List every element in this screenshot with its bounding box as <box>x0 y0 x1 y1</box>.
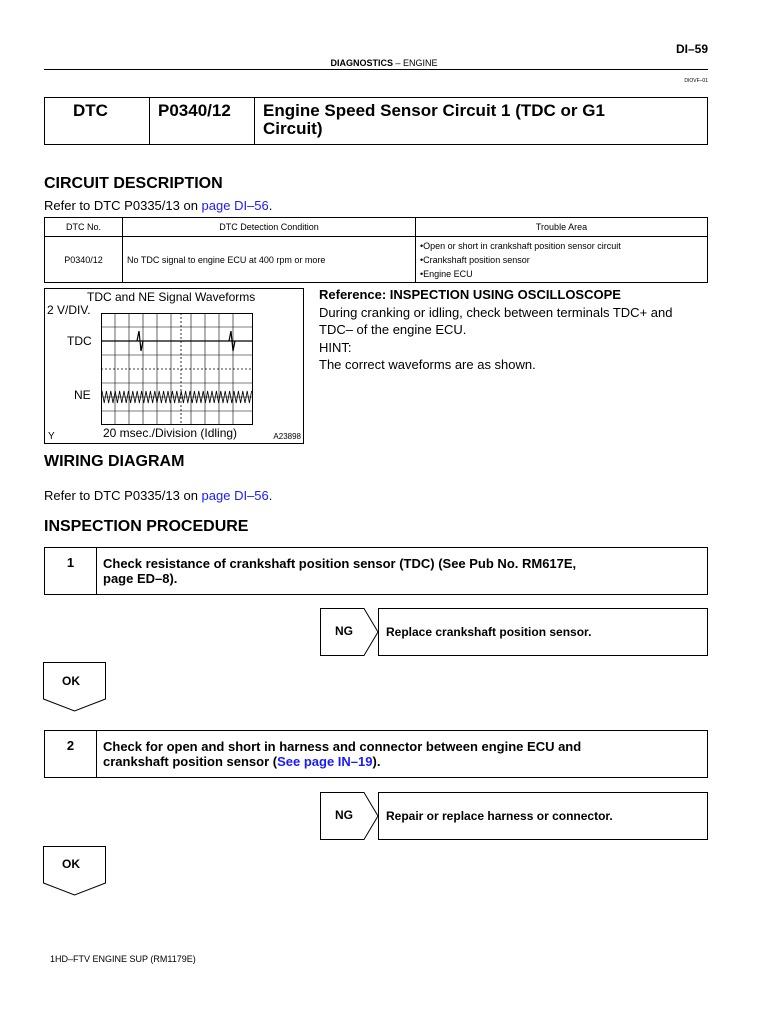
figure-code: A23898 <box>273 432 301 441</box>
dtc-code-cell <box>150 98 255 144</box>
reference-line: During cranking or idling, check between terminals TDC+ and <box>319 304 673 320</box>
dtc-code: P0340/12 <box>158 101 231 120</box>
scope-time-label: 20 msec./Division (Idling) <box>103 426 238 440</box>
table-header-cell: Trouble Area <box>416 218 708 237</box>
dtc-table <box>44 217 708 283</box>
step-number: 1 <box>45 548 97 594</box>
step-1-box <box>44 547 708 595</box>
table-header-row <box>45 218 708 237</box>
scope-title: TDC and NE Signal Waveforms <box>87 290 256 304</box>
scope-tdc-label: TDC <box>67 334 92 348</box>
wiring-diagram-heading: WIRING DIAGRAM <box>44 453 185 470</box>
step-2-box <box>44 730 708 778</box>
scope-ne-label: NE <box>74 388 91 402</box>
dtc-title-box <box>44 97 708 145</box>
step-2-link[interactable]: See page IN–19 <box>277 754 373 769</box>
reference-line: The correct waveforms are as shown. <box>319 357 536 372</box>
step-1-ng-label: NG <box>335 624 353 638</box>
step-2-ng-action: Repair or replace harness or connector. <box>386 809 613 823</box>
circuit-refer-text: Refer to DTC P0335/13 on page DI–56. <box>44 198 273 213</box>
oscilloscope-figure <box>44 288 304 444</box>
dtc-label-cell <box>45 98 150 144</box>
table-header-cell: DTC No. <box>45 218 123 237</box>
list-item: •Open or short in crankshaft position sensor circuit <box>420 240 621 251</box>
waveform-grid <box>101 313 253 425</box>
table-cell-condition: No TDC signal to engine ECU at 400 rpm or more <box>123 237 416 283</box>
tdc-waveform <box>101 331 253 351</box>
wiring-refer-text: Refer to DTC P0335/13 on page DI–56. <box>44 488 273 503</box>
scope-y-label: Y <box>48 431 55 442</box>
step-2-ok-arrow <box>43 846 107 896</box>
scope-volt-div: 2 V/DIV. <box>47 303 91 317</box>
step-text: Check for open and short in harness and connector between engine ECU and crankshaft position sensor (See page IN–19). <box>103 739 582 769</box>
footer-text: 1HD–FTV ENGINE SUP (RM1179E) <box>50 954 196 964</box>
dtc-title-line2: Circuit) <box>263 119 323 138</box>
reference-heading: Reference: INSPECTION USING OSCILLOSCOPE <box>319 287 621 302</box>
step-text: Check resistance of crankshaft position sensor (TDC) (See Pub No. RM617E, page ED–8). <box>103 556 577 586</box>
step-1-ng-action: Replace crankshaft position sensor. <box>386 625 592 639</box>
list-item: •Crankshaft position sensor <box>420 254 530 265</box>
page-number: DI–59 <box>675 42 708 56</box>
step-2-ng-box <box>378 792 708 840</box>
list-item: •Engine ECU <box>420 268 473 279</box>
reference-block <box>319 286 672 374</box>
dtc-title <box>263 102 605 138</box>
dtc-title-line1: Engine Speed Sensor Circuit 1 (TDC or G1 <box>263 101 605 120</box>
table-cell-code: P0340/12 <box>45 237 123 283</box>
reference-line: TDC– of the engine ECU. <box>319 322 467 337</box>
table-row <box>45 237 708 283</box>
step-2-ok-label: OK <box>62 857 80 871</box>
circuit-description-heading: CIRCUIT DESCRIPTION <box>44 175 223 192</box>
inspection-procedure-heading: INSPECTION PROCEDURE <box>44 518 249 535</box>
section-title: DIAGNOSTICS – ENGINE <box>330 58 438 68</box>
step-1-ng-box <box>378 608 708 656</box>
dtc-label: DTC <box>73 101 108 120</box>
step-number: 2 <box>45 731 97 777</box>
doc-code: DIOVF–01 <box>684 78 708 84</box>
circuit-refer-link[interactable]: page DI–56 <box>201 198 269 213</box>
header-rule <box>44 69 708 70</box>
step-1-ok-label: OK <box>62 674 80 688</box>
table-header-cell: DTC Detection Condition <box>123 218 416 237</box>
wiring-refer-link[interactable]: page DI–56 <box>201 488 269 503</box>
step-2-ng-label: NG <box>335 808 353 822</box>
reference-hint: HINT: <box>319 339 352 355</box>
table-cell-areas <box>416 237 708 283</box>
